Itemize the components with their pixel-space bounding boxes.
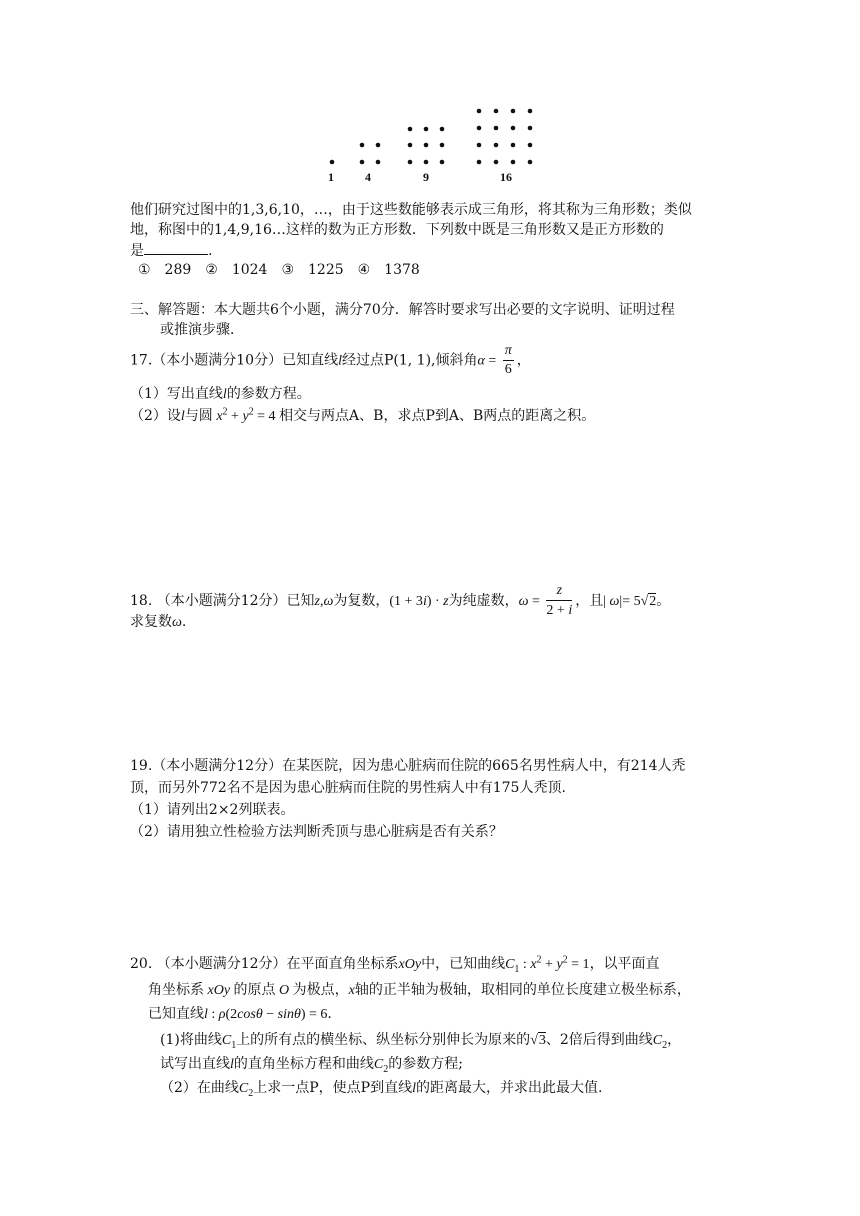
q17-part-2: （2）设l与圆 $x^2 + y^2 = 4$ 相交与两点A、B，求点P到A、B两点的距离之积。 <box>130 406 596 424</box>
frac-num: π <box>503 342 514 361</box>
q18-line2-a: 求复数 <box>130 614 172 630</box>
dots-4 <box>360 143 381 165</box>
figure-label-1: 1 <box>328 170 334 184</box>
q20-part-1-line-2: 试写出直线l的直角坐标方程和曲线$C_2$的参数方程; <box>160 1056 463 1075</box>
answer-options: ① 289 ② 1024 ③ 1225 ④ 1378 <box>138 262 420 278</box>
q20-p2-c: 的距离最大，并求出此最大值. <box>416 1080 603 1096</box>
q20-line3-a: 已知直线 <box>148 1006 204 1022</box>
q17-stem-b: 经过点P(1, 1),倾斜角 <box>341 352 478 369</box>
q18-line2-b: . <box>181 614 187 630</box>
q20-line3-b: . <box>327 1006 332 1022</box>
q17-p2-a: （2）设 <box>130 408 181 424</box>
q20-p1-a: (1)将曲线 <box>160 1032 222 1048</box>
q20-line2-c: 为极点， <box>292 982 349 998</box>
figure-label-16: 16 <box>500 170 512 184</box>
q17-p2-c: 相交与两点A、B，求点P到A、B两点的距离之积。 <box>279 408 596 424</box>
intro-line-2: 地，称图中的1,4,9,16…这样的数为正方形数．下列数中既是三角形数又是正方形数的 <box>130 222 664 238</box>
q20-line1-b: 中，已知曲线 <box>421 956 506 972</box>
q18-stem-c: 为纯虚数， <box>448 593 519 609</box>
q18-stem-e: 。 <box>656 593 671 609</box>
q17-p2-b: 与圆 <box>184 408 213 424</box>
q19-part-2: （2）请用独立性检验方法判断秃顶与患心脏病是否有关系？ <box>130 824 503 840</box>
answer-blank[interactable] <box>144 240 208 255</box>
q20-line-1: 20. （本小题满分12分）在平面直角坐标系xOy中，已知曲线$C_1$ : $x^2 + y^2 = 1$，以平面直 <box>130 954 660 975</box>
q20-line2-b: 的原点 <box>233 982 276 998</box>
q20-p2-b: 上求一点P，使点P到直线 <box>253 1080 413 1096</box>
pi-over-6-fraction <box>503 342 514 379</box>
section-3-heading: 三、解答题：本大题共6个小题，满分70分．解答时要求写出必要的文字说明、证明过程 <box>130 302 675 318</box>
dots-1 <box>330 160 335 165</box>
intro-line-1: 他们研究过图中的1,3,6,10，…，由于这些数能够表示成三角形，将其称为三角形数；类似 <box>130 202 692 218</box>
section-3-heading-cont: 或推演步骤． <box>160 322 244 338</box>
q20-p1-b: 上的所有点的横坐标、纵坐标分别伸长为原来的 <box>236 1032 531 1048</box>
intro-line-3 <box>130 240 212 261</box>
q20-p2-a: （2）在曲线 <box>160 1080 239 1096</box>
intro-line-3-prefix: 是 <box>130 243 144 259</box>
q18-line-2: 求复数ω. <box>130 614 187 630</box>
q17-p1-a: （1）写出直线 <box>130 386 223 402</box>
q20-line-3: 已知直线l : ρ(2cosθ − sinθ) = 6. <box>148 1006 332 1022</box>
figure-dot-patterns <box>320 100 550 185</box>
q20-line1-c: ，以平面直 <box>589 956 660 972</box>
q20-p1-line2-c: 的参数方程; <box>388 1056 463 1072</box>
figure-label-4: 4 <box>365 170 371 184</box>
q20-p1-line2-a: 试写出直线 <box>160 1056 230 1072</box>
q18-stem: 18. （本小题满分12分）已知z,ω为复数，(1 + 3i) · z为纯虚数，ω = $\frac{z}{2 + i}$ ，且| ω|= 5√2。 <box>130 583 671 618</box>
omega-fraction: $\frac{z}{2 + i}$ <box>546 583 573 618</box>
line-l-symbol: l <box>338 353 342 369</box>
q20-part-2: （2）在曲线$C_2$上求一点P，使点P到直线l的距离最大，并求出此最大值. <box>160 1080 603 1099</box>
q20-part-1: (1)将曲线$C_1$上的所有点的横坐标、纵坐标分别伸长为原来的√3、2倍后得到曲线$C_2$， <box>160 1032 682 1051</box>
q20-line2-d: 轴的正半轴为极轴，取相同的单位长度建立极坐标系， <box>354 982 691 998</box>
q20-p1-line2-b: 的直角坐标方程和曲线 <box>233 1056 374 1072</box>
q19-line-1: 19.（本小题满分12分）在某医院，因为患心脏病而住院的665名男性病人中，有214人秃 <box>130 758 686 774</box>
q18-stem-d: ，且 <box>575 593 604 609</box>
q20-p1-d: ， <box>667 1032 682 1048</box>
figure-label-9: 9 <box>423 170 429 184</box>
q17-stem-c: ， <box>516 352 531 369</box>
alpha-symbol: α <box>477 353 485 369</box>
q18-stem-b: 为复数， <box>333 593 390 609</box>
q19-part-1: （1）请列出2×2列联表。 <box>130 802 295 818</box>
q20-line-2: 角坐标系 xOy 的原点 O 为极点，x轴的正半轴为极轴，取相同的单位长度建立极坐标系， <box>148 982 691 998</box>
q20-line2-a: 角坐标系 <box>148 982 204 998</box>
q20-line1-a: 20. （本小题满分12分）在平面直角坐标系 <box>130 956 399 972</box>
q17-stem: 17.（本小题满分10分）已知直线l经过点P(1, 1),倾斜角α = $\frac{\pi}{6}$ ， <box>130 343 531 377</box>
q18-stem-a: 18. （本小题满分12分）已知 <box>130 593 315 609</box>
q17-p1-b: 的参数方程。 <box>226 386 311 402</box>
q20-p1-c: 、2倍后得到曲线 <box>545 1032 653 1048</box>
dots-9 <box>408 127 445 165</box>
dots-16 <box>477 109 533 165</box>
q17-stem-a: 17.（本小题满分10分）已知直线 <box>130 352 339 369</box>
q17-part-1: （1）写出直线l的参数方程。 <box>130 386 311 402</box>
intro-line-3-suffix: . <box>208 243 213 259</box>
frac-den: 6 <box>504 362 512 377</box>
q19-line-2: 顶，而另外772名不是因为患心脏病而住院的男性病人中有175人秃顶. <box>130 780 566 796</box>
